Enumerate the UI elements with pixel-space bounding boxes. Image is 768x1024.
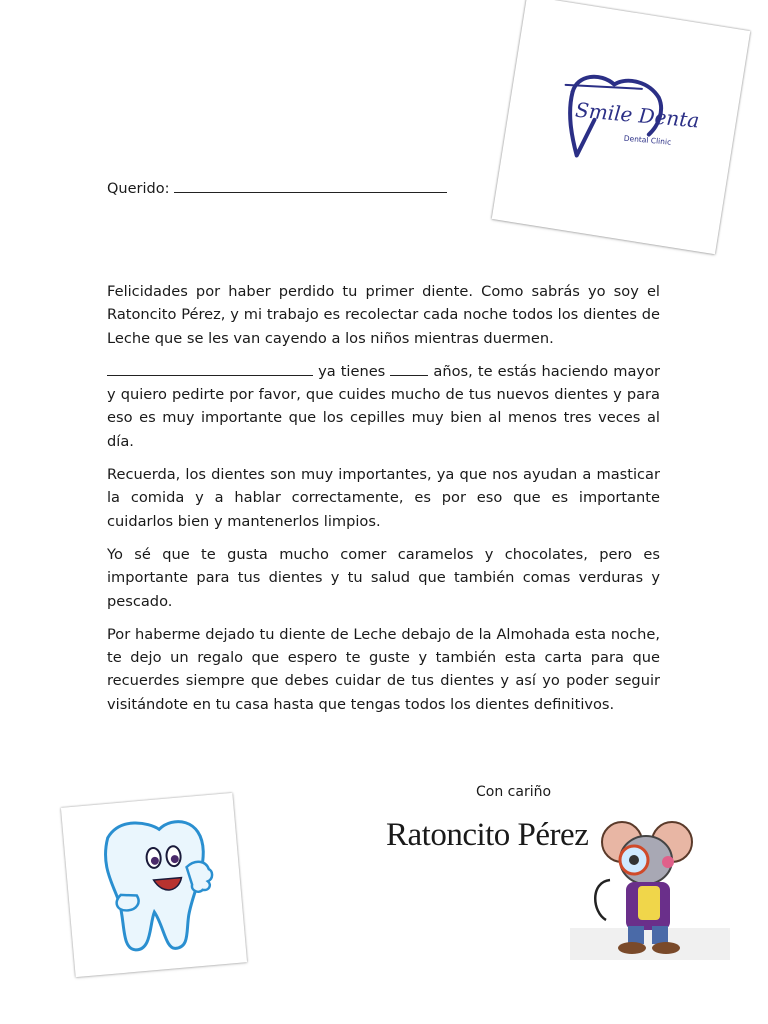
closing-text: Con cariño	[476, 784, 552, 800]
cartoon-tooth-thumbs-up-icon	[61, 793, 247, 977]
greeting-label: Querido:	[107, 181, 170, 197]
clinic-logo	[492, 0, 751, 254]
logo-brand-text: Smile Denta	[574, 97, 701, 133]
signature: Ratoncito Pérez	[386, 817, 589, 853]
clinic-logo-card	[492, 0, 751, 254]
p2-text-part1: ya tienes	[318, 362, 386, 380]
letter-paragraph-3: Recuerda, los dientes son muy importantes, ya que nos ayudan a masticar la comida y a hablar correctamente, es por eso que es importante cuidarlos bien y mantenerlos limpios.	[107, 466, 660, 530]
letter-paragraph-5: Por haberme dejado tu diente de Leche debajo de la Almohada esta noche, te dejo un regalo que espero te guste y también esta carta para que recuerdes siempre que debes cuidar de tus dientes y así yo poder seguir visitándote en tu casa hasta que tengas todos los dientes definitivos.	[107, 625, 660, 713]
letter-paragraph-2	[107, 360, 660, 453]
mouse-image	[570, 820, 730, 960]
mouse-with-magnifier-icon	[570, 820, 730, 960]
child-name-blank	[107, 375, 313, 376]
recipient-name-blank	[174, 192, 447, 193]
tooth-image-card	[61, 793, 247, 977]
age-blank	[390, 375, 428, 376]
p2-text-part2: años, te estás haciendo mayor y quiero pedirte por favor, que cuides mucho de tus nuevos dientes y para eso es muy importante que los cepilles muy bien al menos tres veces al día.	[107, 362, 660, 450]
letter-paragraph-4: Yo sé que te gusta mucho comer caramelos y chocolates, pero es importante para tus dientes y tu salud que también comas verduras y pescado.	[107, 545, 660, 610]
letter-body	[107, 280, 660, 726]
logo-subtitle-text: Dental Clinic	[623, 133, 672, 147]
letter-paragraph-1: Felicidades por haber perdido tu primer diente. Como sabrás yo soy el Ratoncito Pérez, y mi trabajo es recolectar cada noche todos los dientes de Leche que se les van cayendo a los niños mientras duermen.	[107, 283, 660, 347]
greeting-line	[107, 181, 447, 197]
